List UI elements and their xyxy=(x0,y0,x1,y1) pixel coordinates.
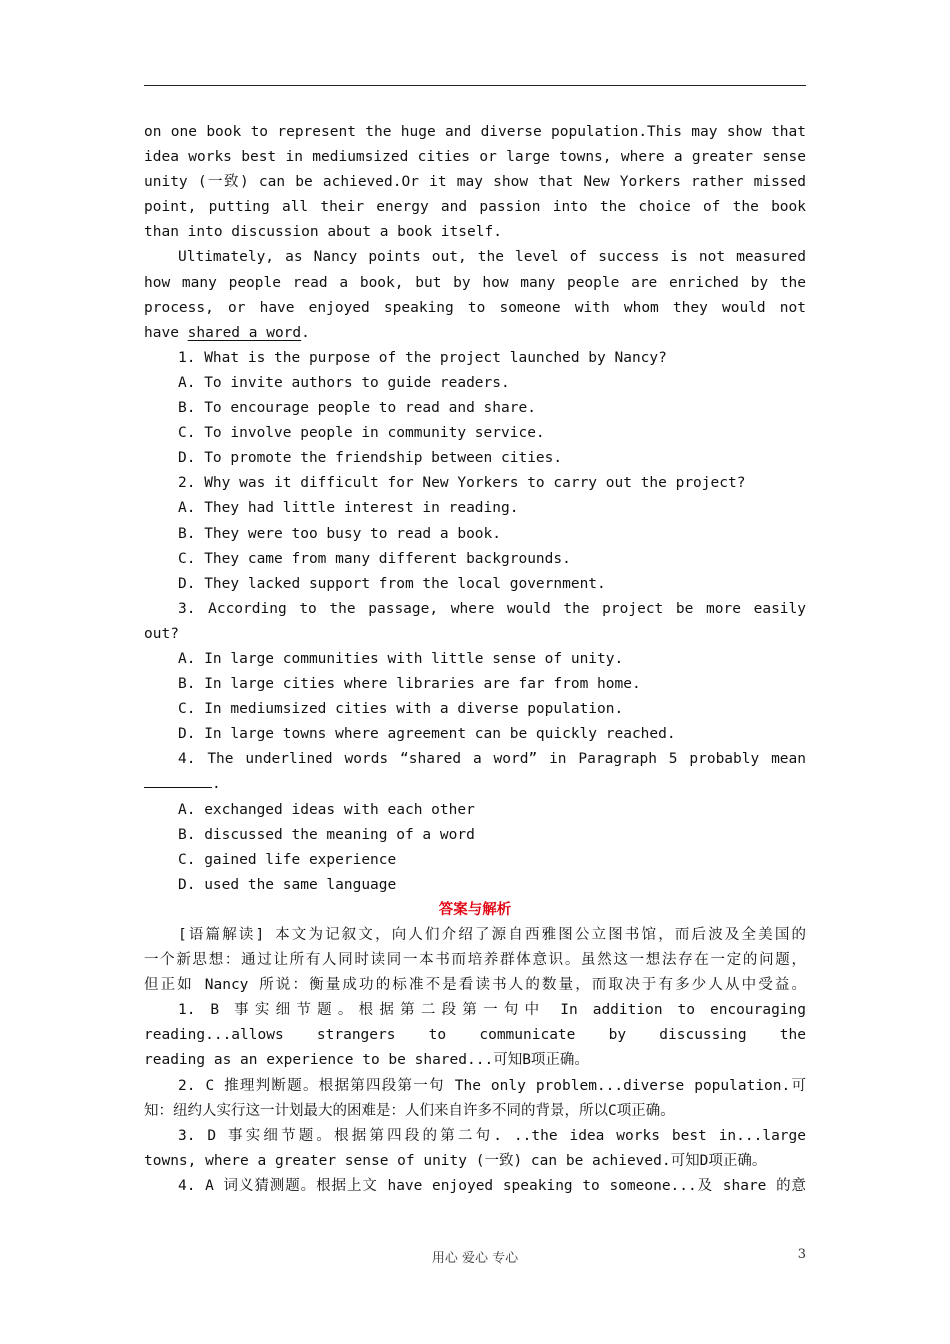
answer-explanation: 3. D 事实细节题。根据第四段的第二句. ..the idea works best in...large xyxy=(178,1127,806,1144)
option-d: D. They lacked support from the local government. xyxy=(178,575,606,592)
passage-line: on one book to represent the huge and diverse population.This may show that xyxy=(144,124,806,140)
answer-explanation: towns, where a greater sense of unity (一致) can be achieved.可知D项正确。 xyxy=(144,1152,767,1169)
blank-period: . xyxy=(212,776,221,793)
answer-explanation: 2. C 推理判断题。根据第四段第一句 The only problem...diverse population.可 xyxy=(178,1077,806,1094)
text-prefix: have xyxy=(144,324,188,341)
passage-line: process, or have enjoyed speaking to someone with whom they would not xyxy=(144,299,806,316)
option-b: B. discussed the meaning of a word xyxy=(178,826,475,843)
option-c: C. In mediumsized cities with a diverse population. xyxy=(178,701,624,718)
passage-line: than into discussion about a book itself. xyxy=(144,224,502,241)
option-a: A. They had little interest in reading. xyxy=(178,500,519,517)
option-a: A. In large communities with little sense of unity. xyxy=(178,650,624,667)
passage-line: idea works best in mediumsized cities or large towns, where a greater sense xyxy=(144,149,806,166)
answer-explanation: reading as an experience to be shared...可知B项正确。 xyxy=(144,1052,589,1069)
passage-line: point, putting all their energy and passion into the choice of the book xyxy=(144,199,806,216)
answer-explanation: 4. A 词义猜测题。根据上文 have enjoyed speaking to someone...及 share 的意 xyxy=(178,1177,806,1194)
option-d: D. used the same language xyxy=(178,876,397,893)
option-a: A. To invite authors to guide readers. xyxy=(178,374,510,391)
option-c: C. They came from many different backgrounds. xyxy=(178,550,571,567)
underlined-phrase: shared a word xyxy=(187,324,302,341)
option-a: A. exchanged ideas with each other xyxy=(178,801,475,818)
discourse-analysis: [语篇解读] 本文为记叙文，向人们介绍了源自西雅图公立图书馆，而后波及全美国的 xyxy=(178,927,806,943)
page-footer xyxy=(0,1247,950,1267)
option-d: D. To promote the friendship between cities. xyxy=(178,450,563,467)
answer-blank xyxy=(144,773,212,788)
answer-explanation: reading...allows strangers to communicate by discussing the xyxy=(144,1027,806,1044)
question-stem-cont: out? xyxy=(144,625,179,642)
text-suffix: . xyxy=(301,324,310,341)
question-stem: 2. Why was it difficult for New Yorkers to carry out the project? xyxy=(178,475,746,492)
option-b: B. To encourage people to read and share. xyxy=(178,400,536,417)
question-stem: 1. What is the purpose of the project launched by Nancy? xyxy=(178,349,667,366)
option-d: D. In large towns where agreement can be quickly reached. xyxy=(178,726,676,743)
passage-line: how many people read a book, but by how many people are enriched by the xyxy=(144,274,806,291)
answer-blank-line xyxy=(144,772,806,797)
question-stem: 3. According to the passage, where would the project be more easily xyxy=(178,600,806,617)
answer-explanation: 1. B 事实细节题。根据第二段第一句中 In addition to encouraging xyxy=(178,1002,806,1019)
passage-line: unity (一致) can be achieved.Or it may show that New Yorkers rather missed xyxy=(144,174,806,191)
page-number: 3 xyxy=(797,1247,806,1262)
option-c: C. To involve people in community service. xyxy=(178,425,545,442)
option-b: B. In large cities where libraries are far from home. xyxy=(178,676,641,693)
question-stem: 4. The underlined words “shared a word” in Paragraph 5 probably mean xyxy=(178,751,806,768)
answer-explanation: 知：纽约人实行这一计划最大的困难是：人们来自许多不同的背景，所以C项正确。 xyxy=(144,1102,675,1119)
header-rule xyxy=(144,85,806,86)
discourse-analysis: 一个新思想：通过让所有人同时读同一本书而培养群体意识。虽然这一想法存在一定的问题， xyxy=(144,952,806,969)
page-content xyxy=(144,120,806,1199)
answers-heading: 答案与解析 xyxy=(438,901,512,918)
passage-line: Ultimately, as Nancy points out, the level of success is not measured xyxy=(178,249,806,266)
footer-motto: 用心 爱心 专心 xyxy=(431,1251,519,1266)
option-b: B. They were too busy to read a book. xyxy=(178,525,502,542)
discourse-analysis: 但正如 Nancy 所说：衡量成功的标准不是看读书人的数量，而取决于有多少人从中受益。 xyxy=(144,977,806,994)
option-c: C. gained life experience xyxy=(178,851,397,868)
passage-line-last xyxy=(144,321,806,346)
